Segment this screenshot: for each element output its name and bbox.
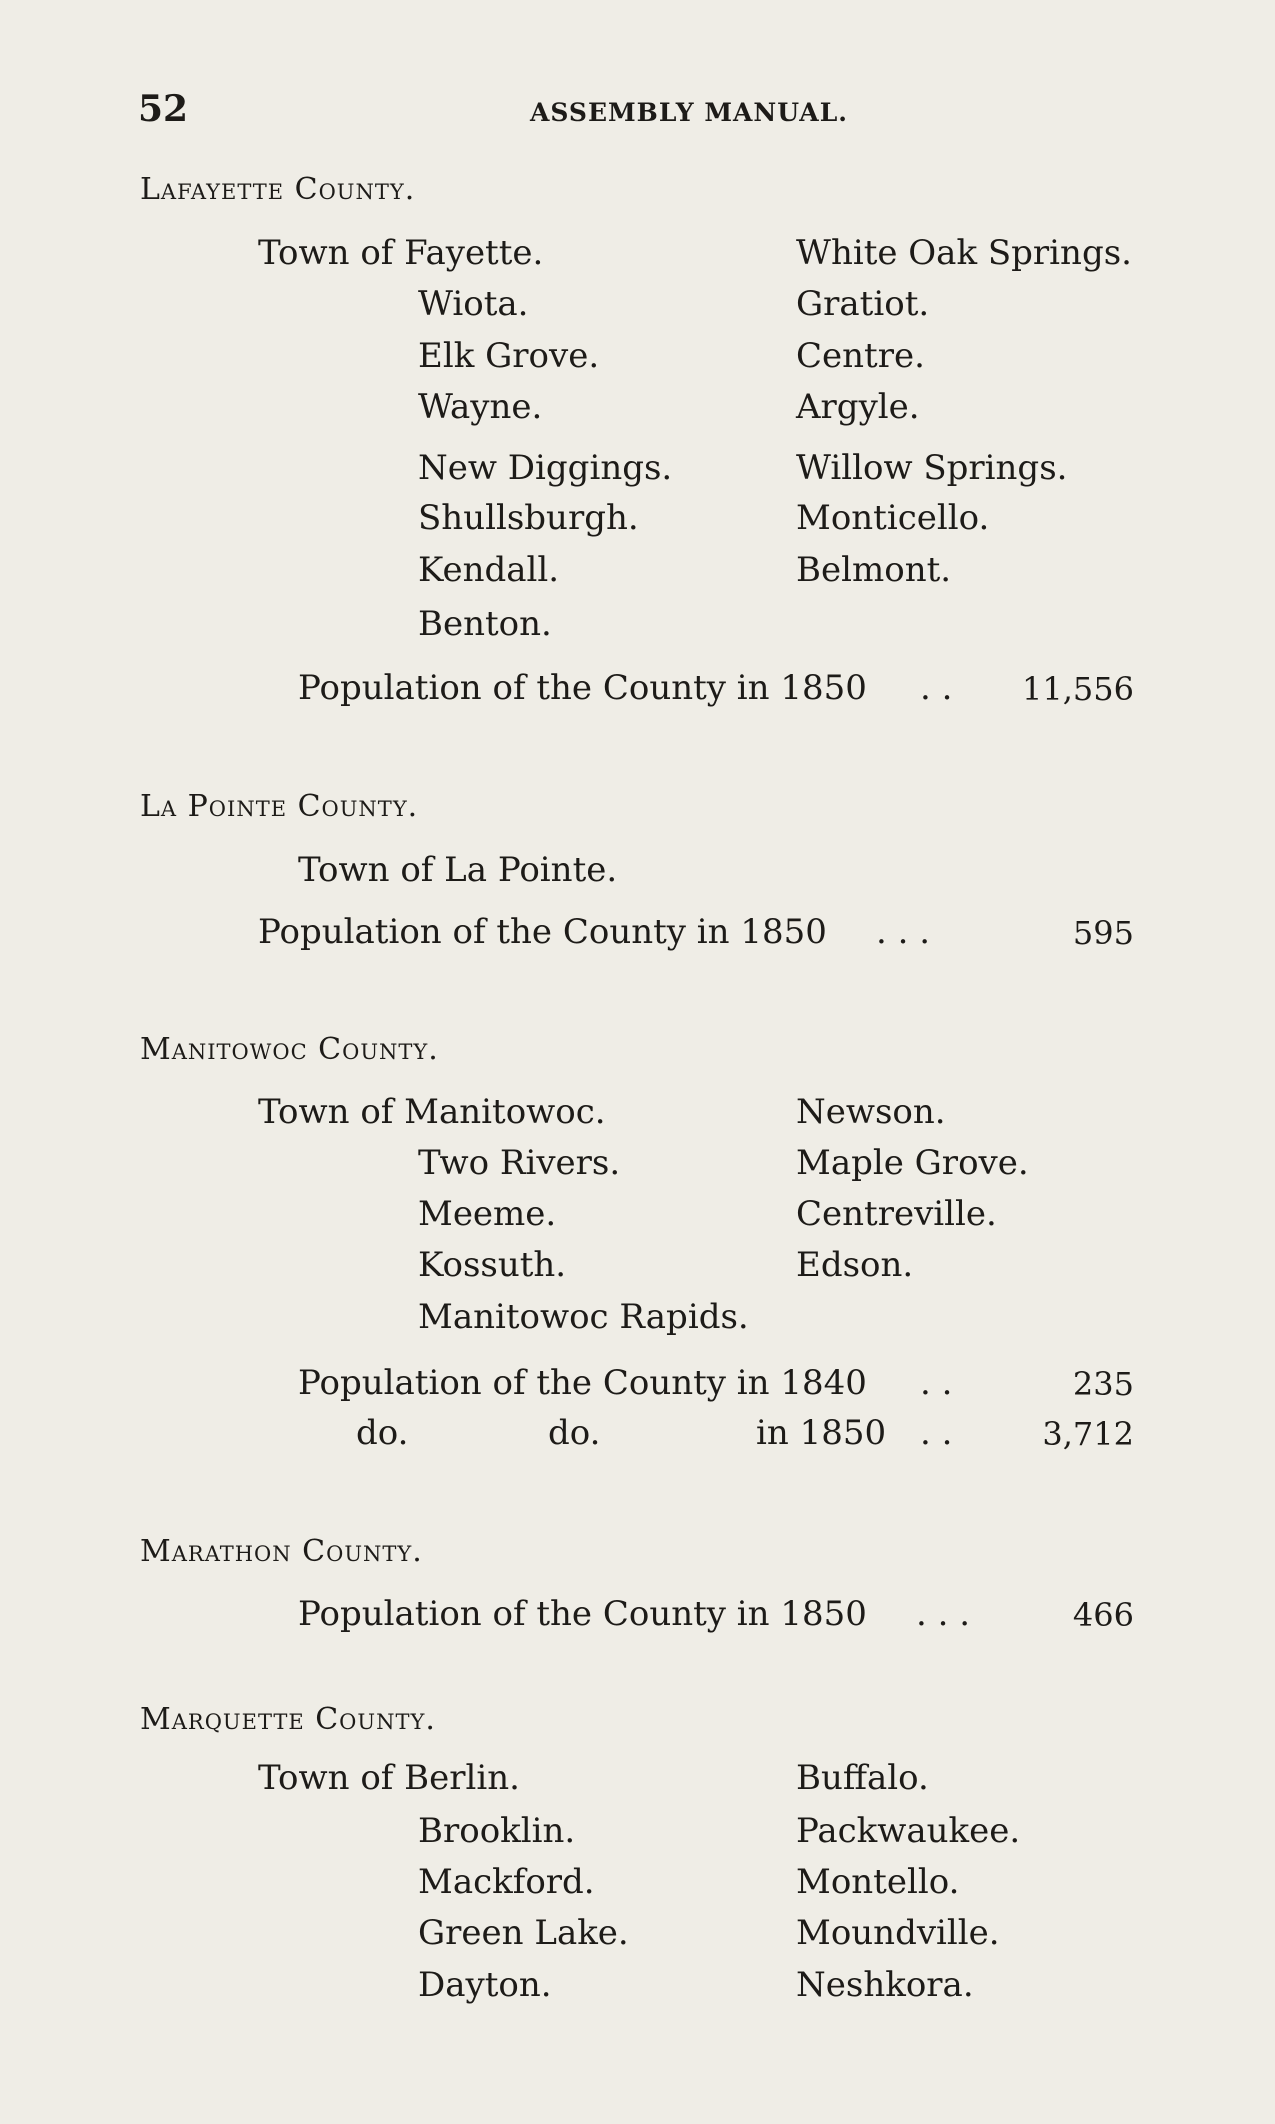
county-heading-la-pointe: La Pointe County. (140, 789, 419, 824)
town-list-item: Edson. (796, 1245, 914, 1285)
town-list-item: Town of Fayette. (258, 233, 544, 273)
population-label: Population of the County in 1850 (258, 912, 827, 952)
town-list-item: Elk Grove. (418, 336, 600, 376)
town-list-item: Centre. (796, 336, 925, 376)
town-list-item: Maple Grove. (796, 1143, 1029, 1183)
town-list-item: Willow Springs. (796, 448, 1068, 488)
leader-dots: . . . (876, 912, 931, 952)
town-list-item: Belmont. (796, 550, 952, 590)
town-list-item: Argyle. (796, 387, 920, 427)
leader-dots: . . (920, 1413, 953, 1453)
leader-dots: . . (920, 668, 953, 708)
town-list-item: Benton. (418, 604, 552, 644)
population-value: 595 (1072, 914, 1134, 952)
county-heading-manitowoc: Manitowoc County. (140, 1032, 439, 1067)
town-list-item: Wayne. (418, 387, 543, 427)
town-list-item: Dayton. (418, 1965, 552, 2005)
town-list-item: Neshkora. (796, 1965, 974, 2005)
population-value: 3,712 (1042, 1415, 1134, 1453)
population-label: Population of the County in 1850 (298, 1594, 867, 1634)
town-list-item: Manitowoc Rapids. (418, 1297, 749, 1337)
town-list-item: Packwaukee. (796, 1811, 1021, 1851)
town-list-item: Wiota. (418, 284, 529, 324)
town-list-item: Green Lake. (418, 1913, 629, 1953)
population-value: 11,556 (1022, 670, 1134, 708)
town-list-item: Mackford. (418, 1862, 595, 1902)
town-list-item: Brooklin. (418, 1811, 576, 1851)
population-year: in 1850 (756, 1413, 887, 1453)
ditto-mark: do. (356, 1413, 409, 1453)
county-heading-marquette: Marquette County. (140, 1702, 436, 1737)
town-list-item: Two Rivers. (418, 1143, 621, 1183)
population-label: Population of the County in 1840 (298, 1363, 867, 1403)
running-header-title: ASSEMBLY MANUAL. (530, 98, 848, 127)
town-list-item: Town of Manitowoc. (258, 1092, 606, 1132)
town-list-item: Centreville. (796, 1194, 997, 1234)
town-list-item: New Diggings. (418, 448, 673, 488)
town-list-item: Shullsburgh. (418, 498, 639, 538)
page-number: 52 (138, 88, 189, 130)
town-list-item: Montello. (796, 1862, 960, 1902)
town-list-item: Town of La Pointe. (298, 850, 618, 890)
town-list-item: Meeme. (418, 1194, 557, 1234)
town-list-item: Buffalo. (796, 1758, 929, 1798)
population-value: 466 (1072, 1596, 1134, 1634)
leader-dots: . . . (916, 1594, 971, 1634)
town-list-item: Kossuth. (418, 1245, 567, 1285)
county-heading-lafayette: Lafayette County. (140, 172, 416, 207)
town-list-item: Newson. (796, 1092, 946, 1132)
town-list-item: White Oak Springs. (796, 233, 1132, 273)
town-list-item: Gratiot. (796, 284, 930, 324)
ditto-mark: do. (548, 1413, 601, 1453)
population-value: 235 (1072, 1365, 1134, 1403)
town-list-item: Moundville. (796, 1913, 1000, 1953)
population-label: Population of the County in 1850 (298, 668, 867, 708)
county-heading-marathon: Marathon County. (140, 1534, 423, 1569)
town-list-item: Kendall. (418, 550, 560, 590)
town-list-item: Monticello. (796, 498, 990, 538)
town-list-item: Town of Berlin. (258, 1758, 520, 1798)
leader-dots: . . (920, 1363, 953, 1403)
